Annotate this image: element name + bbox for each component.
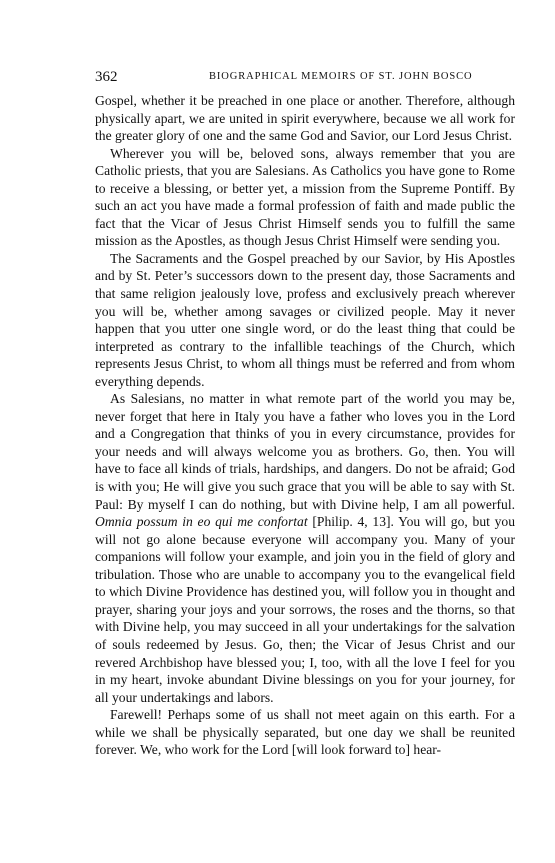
paragraph-4-text-after: [Philip. 4, 13]. You will go, but you will not go alone because everyone will accompany you. Many of your companions will follow your example, and join you in the field of glory and tribulation. Those who are unable to accompany you to the evangelical field to which Divine Providence has destined you, will follow you in thought and prayer, sharing your joys and your sorrows, the roses and the thorns, so that with Divine help, you may succeed in all your undertakings for the salvation of souls redeemed by Jesus. Go, then; the Vicar of Jesus Christ and our revered Archbishop have blessed you; I, too, with all the love I feel for you in my heart, invoke abundant Divine blessings on you for your journey, for all your undertakings and labors. [95, 514, 516, 705]
paragraph-4 [95, 390, 515, 706]
paragraph-3: The Sacraments and the Gospel preached by our Savior, by His Apostles and by St. Peter’s successors down to the present day, those Sacraments and that same religion jealously love, profess and exclusively preach wherever you will be, whether among savages or civilized people. May it never happen that you utter one single word, or do the least thing that could be interpreted as contrary to the infallible teachings of the Church, which represents Jesus Christ, to whom all things must be referred and from whom everything depends. [95, 250, 515, 389]
body-text [95, 92, 515, 759]
page-number: 362 [95, 69, 118, 85]
paragraph-1: Gospel, whether it be preached in one place or another. Therefore, although physically apart, we are united in spirit everywhere, because we all work for the greater glory of one and the same God and Savior, our Lord Jesus Christ. [95, 93, 515, 144]
running-title: BIOGRAPHICAL MEMOIRS OF ST. JOHN BOSCO [209, 71, 473, 82]
latin-quotation: Omnia possum in eo qui me confortat [95, 514, 308, 530]
paragraph-2: Wherever you will be, beloved sons, always remember that you are Catholic priests, that you are Salesians. As Catholics you have gone to Rome to receive a blessing, or better yet, a mission from the Supreme Pontiff. By such an act you have made a formal profession of faith and made public the fact that the Vicar of Jesus Christ Himself sends you to fulfill the same mission as the Apostles, as though Jesus Christ Himself were sending you. [95, 145, 515, 249]
paragraph-4-text-before: As Salesians, no matter in what remote part of the world you may be, never forget that here in Italy you have a father who loves you in the Lord and a Congregation that thinks of you in every circumstance, provides for your needs and will always welcome you as brothers. Go, then. You will have to face all kinds of trials, hardships, and dangers. Do not be afraid; God is with you; He will give you such grace that you will be able to say with St. Paul: By myself I can do nothing, but with Divine help, I am all powerful. [95, 391, 515, 512]
book-page [95, 66, 515, 759]
paragraph-5: Farewell! Perhaps some of us shall not meet again on this earth. For a while we shall be physically separated, but one day we shall be reunited forever. We, who work for the Lord [will look forward to] hear- [95, 707, 515, 758]
running-head [95, 66, 515, 88]
